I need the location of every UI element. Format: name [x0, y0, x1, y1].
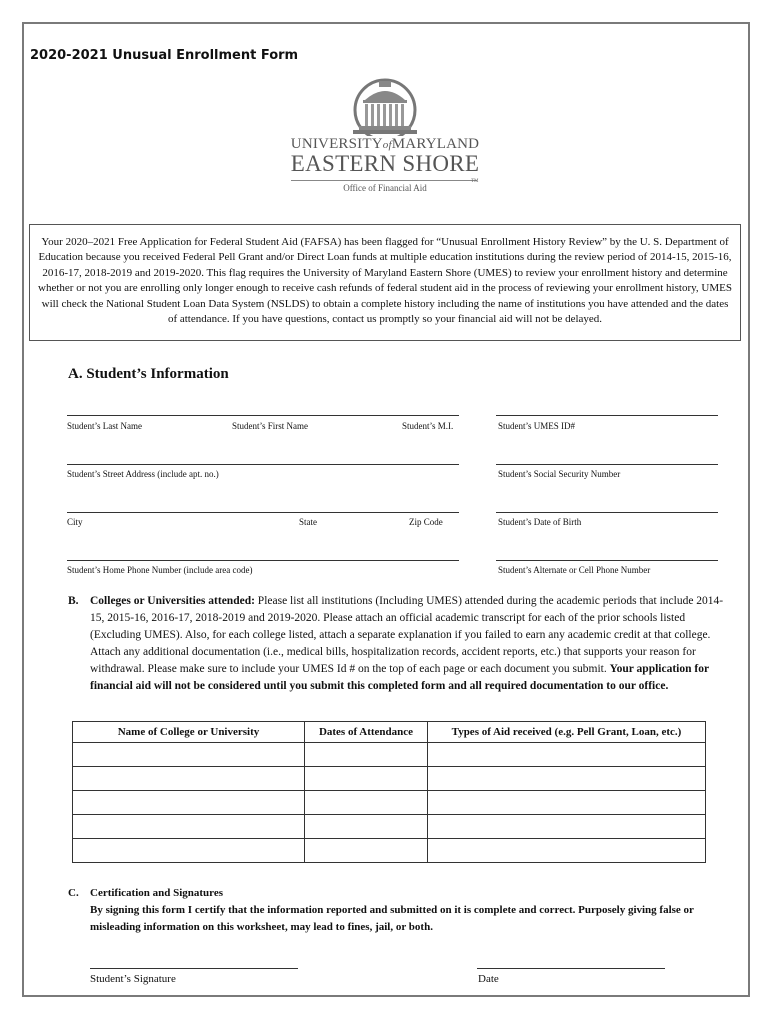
dob-field[interactable] [496, 512, 718, 513]
form-title: 2020-2021 Unusual Enrollment Form [30, 48, 299, 63]
alt-phone-label: Student’s Alternate or Cell Phone Number [498, 565, 651, 575]
umes-id-field[interactable] [496, 415, 718, 416]
zip-label: Zip Code [409, 517, 443, 527]
logo-office: Office of Financial Aid [343, 183, 427, 193]
aid-types-cell[interactable] [428, 815, 706, 839]
city-state-zip-field[interactable] [67, 512, 459, 513]
ssn-label: Student’s Social Security Number [498, 469, 621, 479]
section-c-heading: Certification and Signatures [90, 887, 224, 899]
table-row [73, 743, 706, 767]
street-address-label: Student’s Street Address (include apt. no.) [67, 469, 219, 479]
college-name-cell[interactable] [73, 767, 305, 791]
street-address-field[interactable] [67, 464, 459, 465]
colleges-table [72, 721, 706, 863]
signature-field[interactable] [90, 968, 298, 969]
signature-label: Student’s Signature [90, 973, 176, 985]
dates-header: Dates of Attendance [305, 722, 428, 743]
ssn-field[interactable] [496, 464, 718, 465]
trademark-mark: TM [471, 179, 479, 184]
section-b-bold-text: Your application for financial aid will not be considered until you submit this completed form and all required documentation to our office. [90, 663, 709, 692]
dates-cell[interactable] [305, 791, 428, 815]
dob-label: Student’s Date of Birth [498, 517, 582, 527]
college-name-cell[interactable] [73, 743, 305, 767]
date-label: Date [478, 973, 499, 985]
section-b [68, 593, 728, 695]
table-row [73, 791, 706, 815]
university-logo [285, 78, 485, 196]
rotunda-icon [335, 78, 435, 136]
dates-cell[interactable] [305, 743, 428, 767]
dates-cell[interactable] [305, 839, 428, 863]
section-c-number: C. [68, 887, 79, 899]
section-c [68, 885, 728, 936]
section-a-heading: A. Student’s Information [68, 366, 229, 382]
fafsa-notice: Your 2020–2021 Free Application for Federal Student Aid (FAFSA) has been flagged for “Unusual Enrollment History Review” by the U. S. Department of Education because you received Federal Pell Grant and/or Direct Loan funds at multiple education institutions during the review period of 2014-15, 2015-16, 2016-17, 2018-2019 and 2019-2020. This flag requires the University of Maryland Eastern Shore (UMES) to review your enrollment history and determine whether or not you are enrolling only longer enough to receive cash refunds of federal student aid in the process of reviewing your enrollment history, UMES will check the National Student Loan Data System (NSLDS) to obtain a complete history including the name of institutions you have attended and the dates of attendance. If you have questions, contact us promptly so your financial aid will not be delayed. [29, 224, 741, 341]
college-name-cell[interactable] [73, 815, 305, 839]
last-name-label: Student’s Last Name [67, 421, 142, 431]
table-header-row [73, 722, 706, 743]
section-c-text: By signing this form I certify that the information reported and submitted on it is complete and correct. Purposely giving false or misleading information on this worksheet, may lead to fines, jail, or both. [90, 904, 694, 933]
college-name-header: Name of College or University [73, 722, 305, 743]
aid-types-header: Types of Aid received (e.g. Pell Grant, Loan, etc.) [428, 722, 706, 743]
college-name-cell[interactable] [73, 839, 305, 863]
table-row [73, 767, 706, 791]
section-b-number: B. [68, 595, 79, 607]
alt-phone-field[interactable] [496, 560, 718, 561]
college-name-cell[interactable] [73, 791, 305, 815]
city-label: City [67, 517, 83, 527]
section-c-body [90, 885, 728, 936]
state-label: State [299, 517, 317, 527]
home-phone-field[interactable] [67, 560, 459, 561]
aid-types-cell[interactable] [428, 839, 706, 863]
section-b-body [90, 593, 728, 695]
dates-cell[interactable] [305, 767, 428, 791]
home-phone-label: Student’s Home Phone Number (include area code) [67, 565, 253, 575]
table-row [73, 815, 706, 839]
logo-divider [291, 180, 477, 181]
date-field[interactable] [477, 968, 665, 969]
first-name-label: Student’s First Name [232, 421, 308, 431]
dates-cell[interactable] [305, 815, 428, 839]
umes-id-label: Student’s UMES ID# [498, 421, 576, 431]
last-first-mi-field[interactable] [67, 415, 459, 416]
section-b-heading: Colleges or Universities attended: [90, 595, 255, 607]
aid-types-cell[interactable] [428, 767, 706, 791]
section-b-text: Please list all institutions (Including UMES) attended during the academic periods that include 2014-15, 2015-16, 2016-17, 2018-2019 and 2019-2020. Please attach an official academic transcript for each of the prior schools listed (Excluding UMES). Also, for each college listed, attach a separate explanation if you failed to earn any academic credit at that college. Attach any additional documentation (i.e., medical bills, hospitalization records, accident reports, etc.) that supports your reason for withdrawal. Please make sure to include your UMES Id # on the top of each page or each document you submit. [90, 595, 724, 675]
aid-types-cell[interactable] [428, 791, 706, 815]
logo-campus-name: EASTERN SHORE [290, 151, 480, 176]
logo-university-name: UNIVERSITYofMARYLAND [290, 136, 480, 152]
aid-types-cell[interactable] [428, 743, 706, 767]
mi-label: Student’s M.I. [402, 421, 454, 431]
table-row [73, 839, 706, 863]
